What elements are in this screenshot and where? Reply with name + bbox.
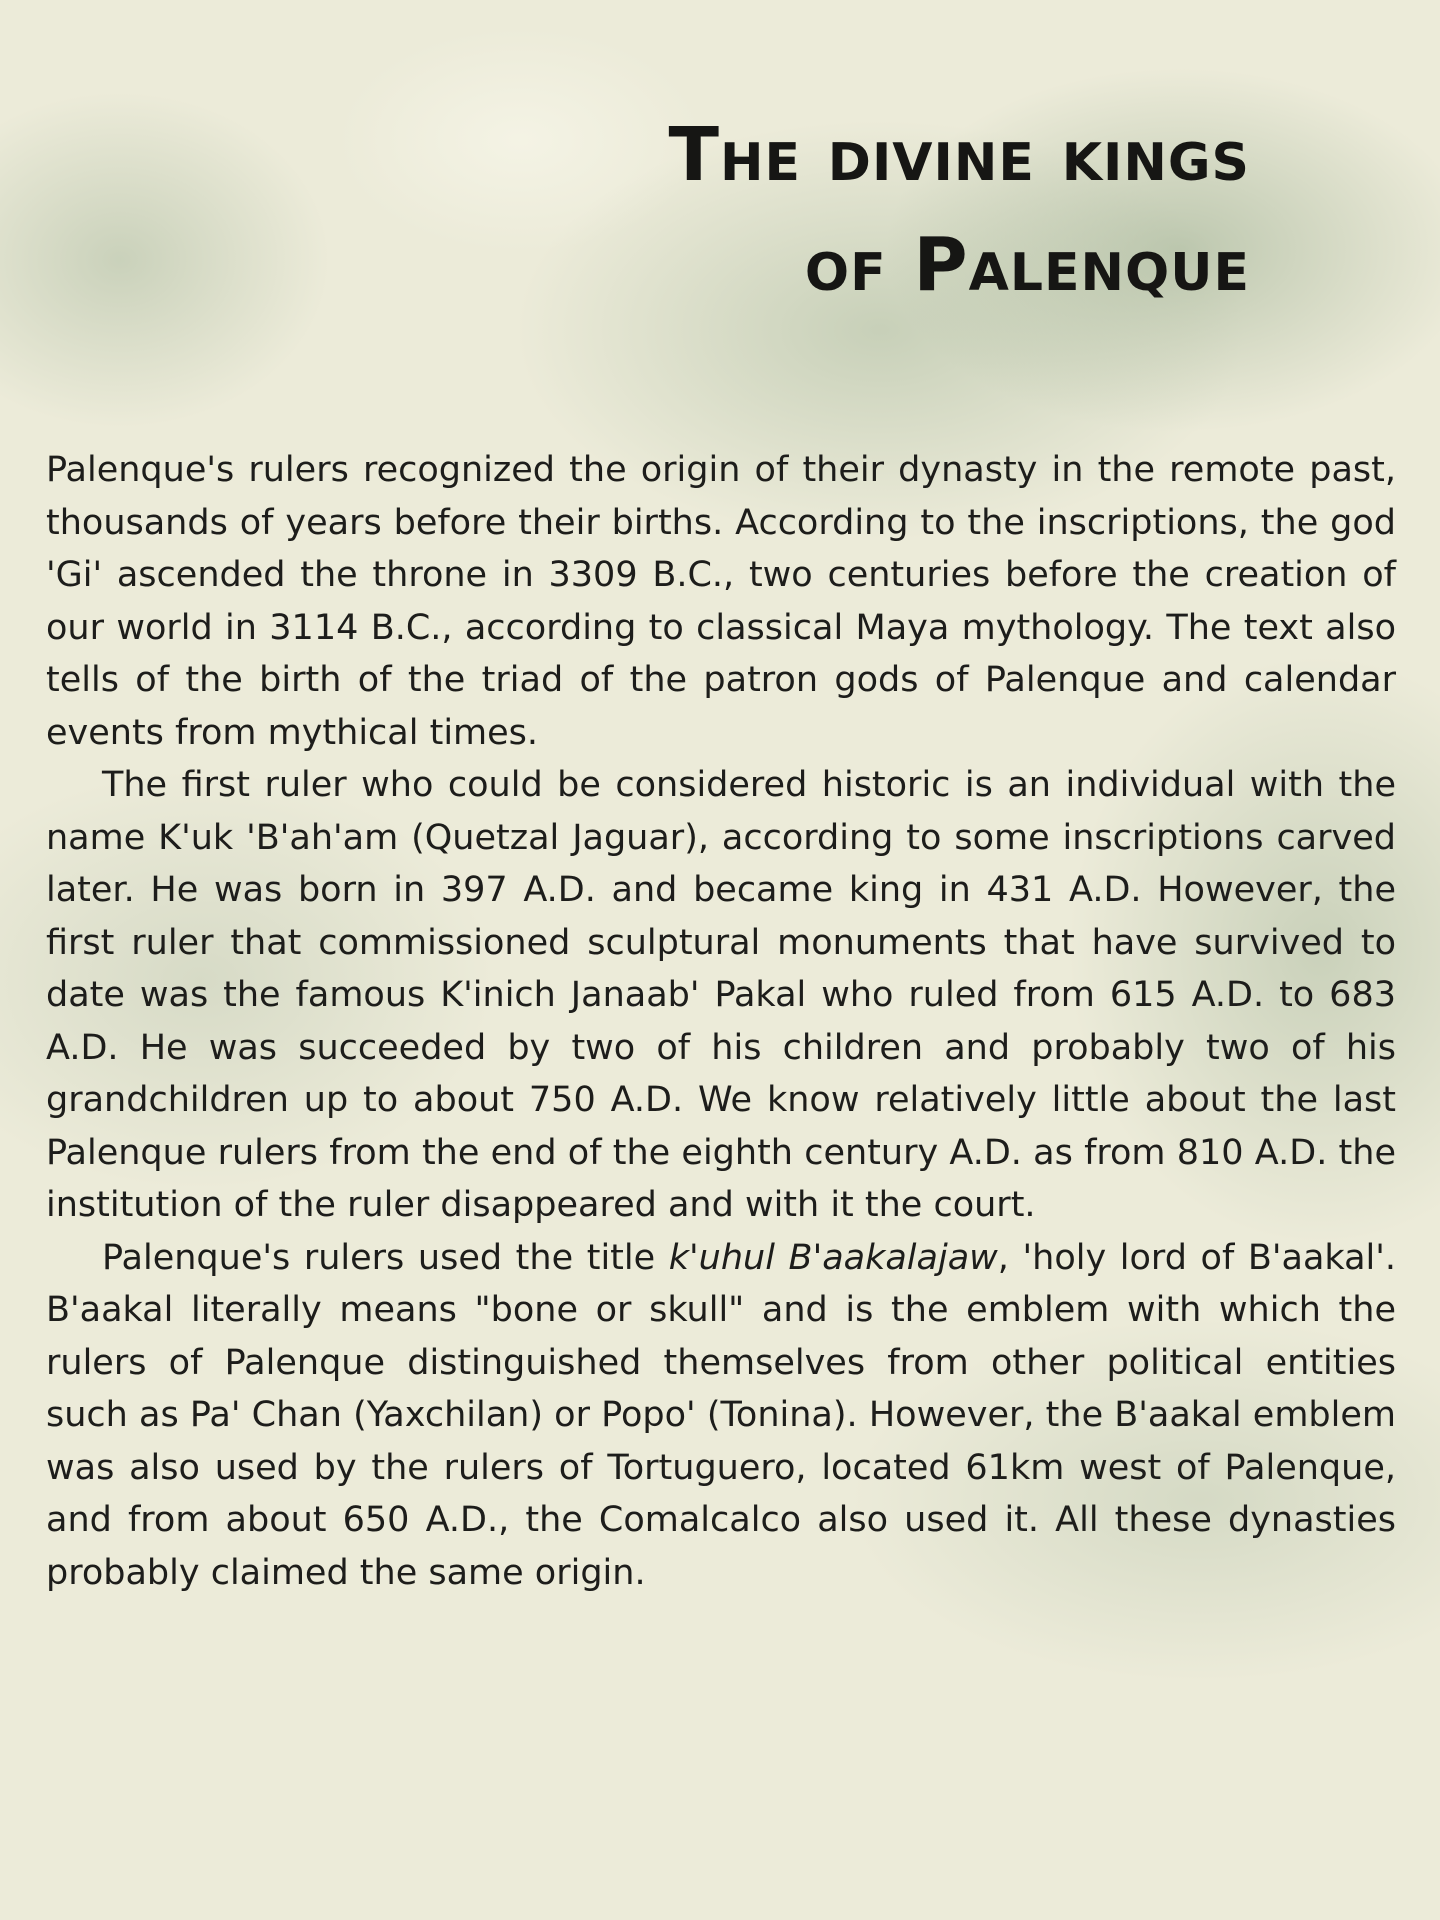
- royal-title-text-before: Palenque's rulers used the title: [102, 1237, 669, 1278]
- sign-title: [320, 112, 1250, 338]
- sign-title-line-1: The divine kings: [668, 112, 1250, 198]
- sign-title-line-2: of Palenque: [804, 222, 1250, 308]
- royal-title-text-after: , 'holy lord of B'aakal'. B'aakal literally means "bone or skull" and is the emblem with which the rulers of Palenque distinguished themselves from other political entities such as Pa' Chan (Yaxchilan) or Popo' (Tonina). However, the B'aakal emblem was also used by the rulers of Tortuguero, located 61km west of Palenque, and from about 650 A.D., the Comalcalco also used it. All these dynasties probably claimed the same origin.: [46, 1237, 1396, 1593]
- royal-title-term: k'uhul B'aakalajaw: [668, 1237, 998, 1278]
- paragraph-first-rulers: The first ruler who could be considered historic is an individual with the name K'uk 'B'ah'am (Quetzal Jaguar), according to some inscriptions carved later. He was born in 397 A.D. and became king in 431 A.D. However, the first ruler that commissioned sculptural monuments that have survived to date was the famous K'inich Janaab' Pakal who ruled from 615 A.D. to 683 A.D. He was succeeded by two of his children and probably two of his grandchildren up to about 750 A.D. We know relatively little about the last Palenque rulers from the end of the eighth century A.D. as from 810 A.D. the institution of the ruler disappeared and with it the court.: [46, 765, 1396, 1225]
- paragraph-origin: Palenque's rulers recognized the origin of their dynasty in the remote past, thousands of years before their births. According to the inscriptions, the god 'Gi' ascended the throne in 3309 B.C., two centuries before the creation of our world in 3114 B.C., according to classical Maya mythology. The text also tells of the birth of the triad of the patron gods of Palenque and calendar events from mythical times.: [46, 450, 1396, 753]
- paragraph-royal-title: [46, 1232, 1396, 1600]
- sign-body: [46, 444, 1396, 1599]
